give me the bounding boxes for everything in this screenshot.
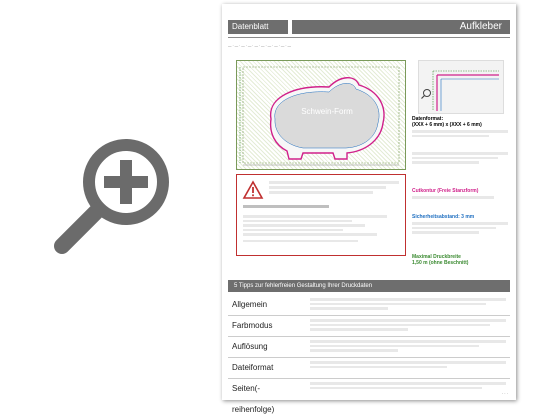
cut-contour-description bbox=[412, 196, 508, 199]
tip-label: Dateiformat bbox=[232, 363, 274, 372]
format-section bbox=[412, 116, 508, 139]
datasheet-label: Datenblatt bbox=[228, 20, 288, 34]
max-width-section bbox=[412, 254, 508, 266]
bleed-section bbox=[412, 150, 508, 166]
warning-box bbox=[236, 174, 406, 256]
tip-row bbox=[228, 294, 510, 316]
print-layout-diagram bbox=[236, 60, 406, 170]
cut-contour-section bbox=[412, 188, 508, 201]
tip-row bbox=[228, 378, 510, 414]
tip-row bbox=[228, 357, 510, 379]
format-title: Datenformat: bbox=[412, 116, 444, 122]
tip-label: Seiten(-reihenfolge) bbox=[232, 384, 275, 414]
cut-contour-title: Cutkontur (Freie Stanzform) bbox=[412, 188, 479, 194]
procedure-heading bbox=[243, 205, 399, 208]
max-width-value: 1,50 m (ohne Beschnitt) bbox=[412, 260, 469, 266]
tip-row bbox=[228, 315, 510, 337]
tip-text bbox=[310, 359, 506, 370]
bleed-description bbox=[412, 152, 508, 164]
tips-header: 5 Tipps zur fehlerfreien Gestaltung Ihrer Druckdaten bbox=[228, 280, 510, 292]
warning-triangle-icon bbox=[243, 181, 263, 199]
header-divider bbox=[228, 37, 510, 38]
max-width-title: Maximal Druckbreite bbox=[412, 254, 461, 260]
safety-margin-description bbox=[412, 222, 508, 234]
corner-detail-graphic bbox=[418, 60, 504, 114]
shape-label: Schwein-Form bbox=[301, 107, 353, 116]
tip-label: Farbmodus bbox=[232, 321, 273, 330]
format-value: (XXX + 6 mm) x (XXX + 6 mm) bbox=[412, 122, 482, 128]
tip-text bbox=[310, 317, 506, 333]
format-description bbox=[412, 130, 508, 137]
tip-text bbox=[310, 296, 506, 312]
tip-row bbox=[228, 336, 510, 358]
warning-text bbox=[269, 179, 399, 196]
product-title: Aufkleber bbox=[292, 20, 510, 34]
safety-margin-title: Sicherheitsabstand: 3 mm bbox=[412, 214, 475, 220]
page-number: · · · bbox=[501, 391, 508, 396]
diagram-note: — · — · — · — · — · — · — · — · — · — bbox=[228, 44, 291, 48]
datasheet-page bbox=[222, 4, 516, 414]
tip-text bbox=[310, 338, 506, 354]
safety-margin-section bbox=[412, 214, 508, 236]
procedure-list bbox=[243, 213, 399, 244]
tip-label: Allgemein bbox=[232, 300, 268, 309]
corner-detail-svg bbox=[419, 61, 503, 113]
zoom-in-magnifier-icon[interactable] bbox=[48, 130, 178, 260]
tip-text bbox=[310, 380, 506, 391]
tip-label: Auflösung bbox=[232, 342, 268, 351]
